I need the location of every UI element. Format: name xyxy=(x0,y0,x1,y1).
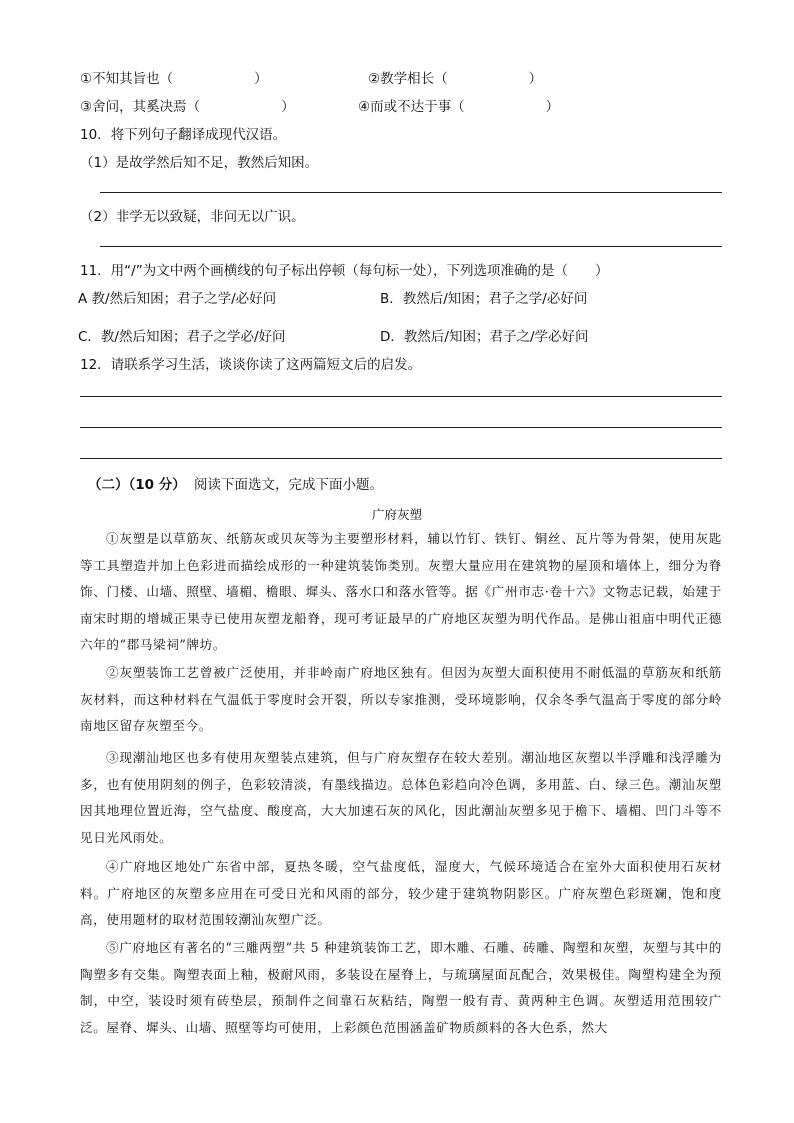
section-2-label: （二）（10 分） xyxy=(88,477,186,493)
answer-line xyxy=(100,246,722,247)
passage-title: 广府灰塑 xyxy=(371,507,423,522)
q11-option-b: B．教然后/知困；君子之学/必好问 xyxy=(380,291,588,307)
q11-option-c: C．教/然后知困；君子之学必/好问 xyxy=(78,329,286,345)
passage-paragraph-5: ⑤广府地区有著名的“三雕两塑”共 5 种建筑装饰工艺，即木雕、石雕、砖雕、陶塑和灰塑，灰塑与其中的陶塑多有交集。陶塑表面上釉，极耐风雨，多装设在屋脊上，与琉璃屋面瓦配合，效果极佳。陶塑构建全为预制，中空，装设时须有砖垫层，预制件之间靠石灰粘结，陶塑一般有青、黄两种主色调。灰塑适用范围较广泛。屋脊、墀头、山墙、照壁等均可使用，上彩颜色范围涵盖矿物质颜料的各大色系，然大 xyxy=(80,940,722,1035)
q10-sentence-1: （1）是故学然后知不足，教然后知困。 xyxy=(80,155,319,171)
answer-line xyxy=(80,396,722,397)
section-2-instruction: 阅读下面选文，完成下面小题。 xyxy=(194,477,384,493)
passage-paragraph-1: ①灰塑是以草筋灰、纸筋灰或贝灰等为主要塑形材料，辅以竹钉、铁钉、铜丝、瓦片等为骨架，使用灰匙等工具塑造并加上色彩进而描绘成形的一种建筑装饰类别。灰塑大量应用在建筑物的屋顶和墙体上，细分为脊饰、门楼、山墙、照壁、墙楣、檐眼、墀头、落水口和落水管等。据《广州市志·卷十六》文物志记载，始建于南宋时期的增城正果寺已使用灰塑龙船脊，现可考证最早的广府地区灰塑为明代作品。是佛山祖庙中明代正德六年的“郡马梁祠”牌坊。 xyxy=(80,531,722,652)
passage-paragraph-3: ③现潮汕地区也多有使用灰塑装点建筑，但与广府灰塑存在较大差别。潮汕地区灰塑以半浮雕和浅浮雕为多，也有使用阴刻的例子，色彩较清淡，有墨线描边。总体色彩趋向冷色调，多用蓝、白、绿三色。潮汕灰塑因其地理位置近海，空气盐度、酸度高，大大加速石灰的风化，因此潮汕灰塑多见于檐下、墙楣、凹门斗等不见日光风雨处。 xyxy=(80,750,722,845)
answer-line xyxy=(100,192,722,193)
passage-paragraph-2: ②灰塑装饰工艺曾被广泛使用，并非岭南广府地区独有。但因为灰塑大面积使用不耐低温的草筋灰和纸筋灰材料，而这种材料在气温低于零度时会开裂，所以专家推测，受环境影响，仅余冬季气温高于零度的部分岭南地区留存灰塑至今。 xyxy=(80,665,722,733)
q12-stem: 12．请联系学习生活，谈谈你读了这两篇短文后的启发。 xyxy=(80,357,422,373)
q11-stem: 11．用“/”为文中两个画横线的句子标出停顿（每句标一处），下列选项准确的是（ ） xyxy=(80,263,609,279)
q9-item-3: ③舍问，其奚决焉（ ） xyxy=(80,99,295,115)
section-2-header xyxy=(88,473,383,493)
answer-line xyxy=(80,458,722,459)
answer-line xyxy=(80,427,722,428)
q11-option-d: D．教然后/知困；君子之/学必好问 xyxy=(380,329,589,345)
q11-option-a: A 教/然后知困；君子之学/必好问 xyxy=(78,291,277,307)
passage-paragraph-4: ④广府地区地处广东省中部，夏热冬暖，空气盐度低，湿度大，气候环境适合在室外大面积使用石灰材料。广府地区的灰塑多应用在可受日光和风雨的部分，较少建于建筑物阴影区。广府灰塑色彩斑斓，饱和度高，使用题材的取材范围较潮汕灰塑广泛。 xyxy=(80,859,722,927)
q9-item-1: ①不知其旨也（ ） xyxy=(80,71,268,87)
q9-item-2: ②教学相长（ ） xyxy=(368,71,543,87)
q9-item-4: ④而或不达于事（ ） xyxy=(358,99,560,115)
q10-sentence-2: （2）非学无以致疑，非问无以广识。 xyxy=(80,209,305,225)
q10-stem: 10．将下列句子翻译成现代汉语。 xyxy=(80,127,287,143)
